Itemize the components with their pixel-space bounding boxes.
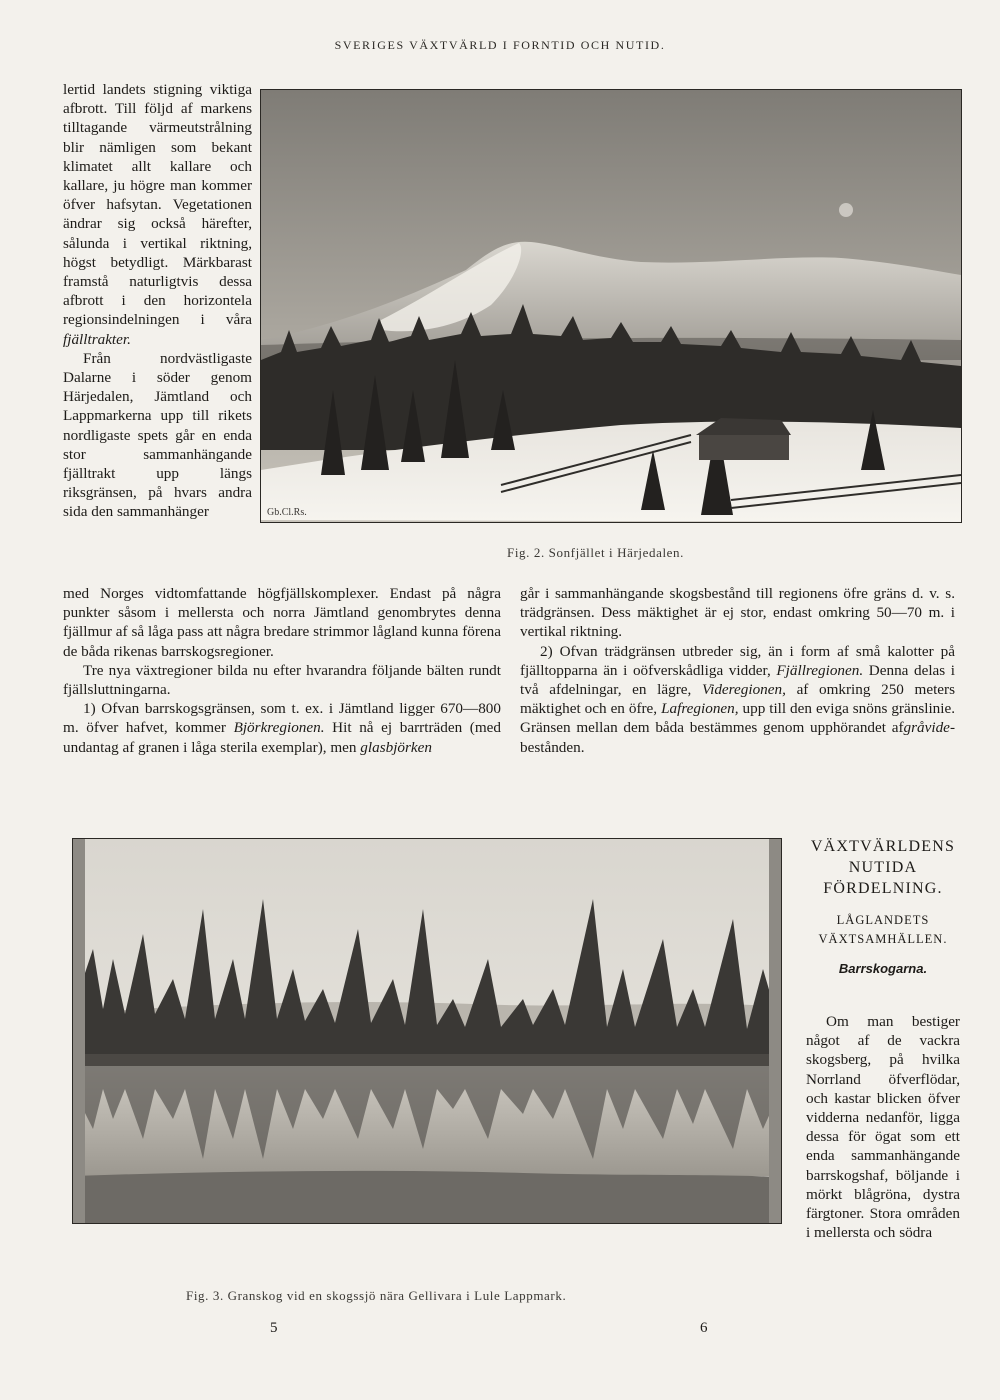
paragraph-text: Hit nå ej barrträden (med undantag af granen i låga sterila exemplar), men [63, 719, 502, 756]
paragraph: går i sammanhängande skogsbestånd till regionens öfre gräns d. v. s. trädgränsen. Dess mäktighet är ej stor, endast omkring 50—70 m. i vertikal riktning. [520, 585, 955, 641]
page-number-left: 5 [270, 1320, 278, 1336]
paragraph-text: -bestånden. [520, 719, 955, 756]
paragraph-text: 1) Ofvan barrskogsgränsen, som t. ex. i Jämtland ligger 670—800 m. öfver hafvet, kommer [63, 700, 501, 737]
figure-2-photo [260, 89, 962, 523]
topic-heading: Barrskogarna. [838, 961, 928, 976]
paragraph-text: upp till den eviga snöns gränslinie. Gränsen mellan dem båda bestämmes genom upphörandet af [520, 700, 956, 737]
figure-3-caption: Fig. 3. Granskog vid en skogssjö nära Gellivara i Lule Lappmark. [186, 1288, 567, 1303]
italic-term: Björkregionen. [233, 719, 325, 737]
italic-term: glasbjörken [360, 738, 433, 756]
italic-term: Lafregionen, [661, 700, 739, 718]
paragraph-text: 2) Ofvan trädgränsen utbreder sig, än i form af små kalotter på fjälltopparna än i oöfverskådliga vidder, [520, 642, 955, 679]
paragraph-text: af omkring 250 meters mäktighet och en öfre, [520, 681, 956, 718]
right-wide-column [520, 584, 955, 757]
running-header: SVERIGES VÄXTVÄRLD I FORNTID OCH NUTID. [334, 38, 666, 52]
italic-term: Videregionen, [701, 681, 786, 699]
forest-lake-image [73, 839, 781, 1223]
paragraph-text: Denna delas i två afdelningar, en lägre, [520, 661, 956, 699]
figure-3-photo [72, 838, 782, 1224]
page-number-right: 6 [700, 1320, 708, 1336]
engraver-signature: Gb.Cl.Rs. [267, 507, 307, 518]
italic-term: Fjällregionen. [776, 661, 864, 679]
paragraph [63, 80, 252, 349]
italic-term: gråvide [903, 719, 950, 737]
side-section-heading [806, 836, 960, 976]
subsection-heading: LÅGLANDETS VÄXTSAMHÄLLEN. [818, 913, 948, 946]
italic-term: fjälltrakter. [63, 330, 131, 348]
right-narrow-column [806, 1012, 960, 1242]
mountain-landscape-image [261, 90, 961, 522]
paragraph-text: lertid landets stigning viktiga afbrott. Till följd af markens tilltagande värmeutstrålning blir nämligen som bekant klimatet allt kallare och kallare, ju högre man kommer öfver hafsytan. Vegetationen ändrar sig också härefter, sålunda i vertikal riktning, högst betydligt. Märkbarast framstå naturligtvis dessa afbrott i den horizontela regionsindelningen i våra [63, 81, 252, 329]
paragraph [63, 699, 501, 757]
paragraph: Tre nya växtregioner bilda nu efter hvarandra följande bälten rundt fjällsluttningarna. [63, 661, 501, 699]
paragraph: Från nordvästligaste Dalarne i söder genom Härjedalen, Jämtland och Lappmarkerna upp till rikets nordligaste spets går en enda stor sammanhängande fjälltrakt upp längs riksgränsen, på hvars andra sida den sammanhänger [63, 349, 252, 521]
paragraph [520, 642, 955, 757]
left-wide-column [63, 584, 501, 757]
figure-2-caption: Fig. 2. Sonfjället i Härjedalen. [507, 545, 684, 560]
left-narrow-column [63, 80, 252, 522]
section-heading: VÄXTVÄRLDENS NUTIDA FÖRDELNING. [810, 838, 956, 897]
paragraph: Om man bestiger något af de vackra skogsberg, på hvilka Norrland öfverflödar, och kastar blicken öfver vidderna nedanför, ligga dessa för ögat som ett enda sammanhängande barrskogshaf, böljande i mörkt blågröna, dystra färgtoner. Stora områden i mellersta och södra [806, 1013, 960, 1242]
paragraph: med Norges vidtomfattande högfjällskomplexer. Endast på några punkter såsom i mellersta och norra Jämtland genombrytes denna fjällmur af så låga pass att några bredare strimmor lågland kunna förena de båda rikenas barrskogsregioner. [63, 585, 501, 660]
